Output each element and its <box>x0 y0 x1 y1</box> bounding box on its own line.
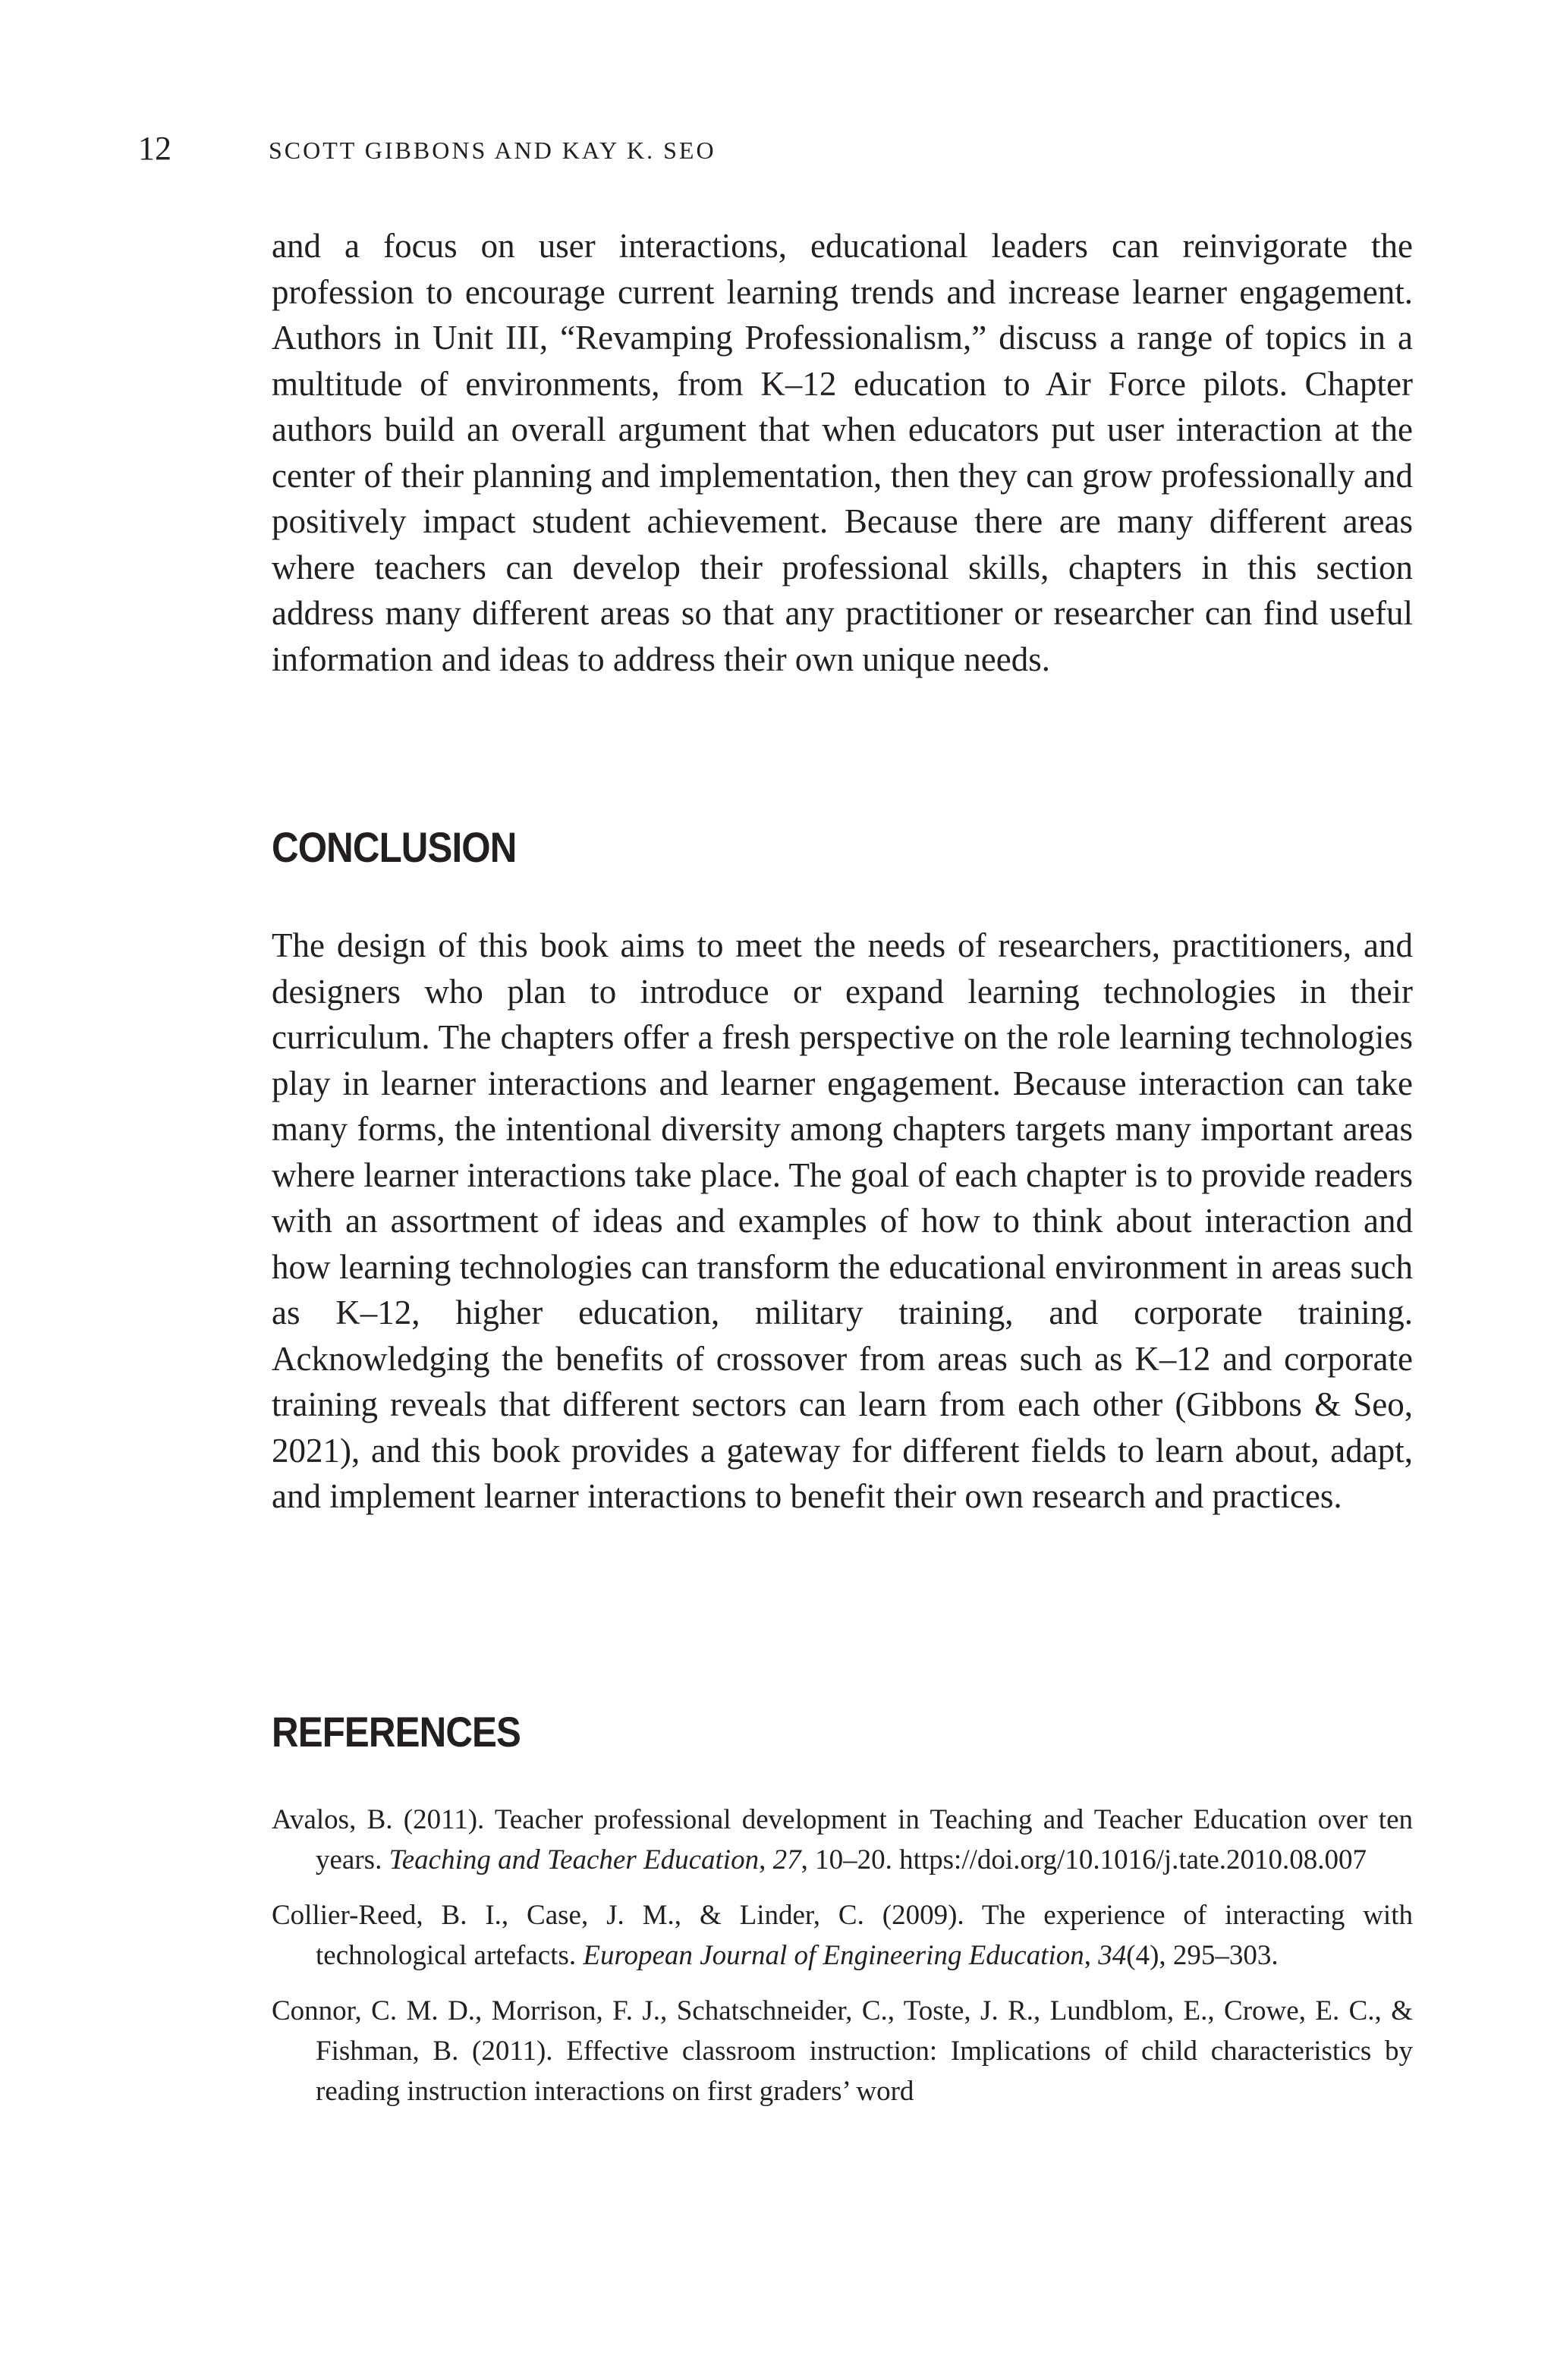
section-heading-references: REFERENCES <box>272 1708 521 1756</box>
conclusion-paragraph: The design of this book aims to meet the needs of researchers, practitioners, and designers who plan to introduce or expand learning technologies in their curriculum. The chapters offer a fresh perspective on the role learning technologies play in learner interactions and learner engagement. Because interaction can take many forms, the intentional diversity among chapters targets many important areas where learner interactions take place. The goal of each chapter is to provide readers with an assortment of ideas and examples of how to think about interaction and how learning technologies can transform the educational environment in areas such as K–12, higher education, military training, and corporate training. Acknowledging the benefits of crossover from areas such as K–12 and corporate training reveals that different sectors can learn from each other (Gibbons & Seo, 2021), and this book provides a gateway for different fields to learn about, adapt, and implement learner interactions to benefit their own research and practices. <box>272 926 1413 1515</box>
reference-separator: , <box>1084 1940 1099 1971</box>
section-heading-conclusion: CONCLUSION <box>272 823 517 871</box>
reference-journal: European Journal of Engineering Education <box>583 1940 1084 1971</box>
reference-pages: , 10–20. https://doi.org/10.1016/j.tate.2010.08.007 <box>801 1844 1367 1875</box>
reference-entry <box>272 1895 1413 1976</box>
reference-volume: 34 <box>1098 1940 1127 1971</box>
reference-entry <box>272 1991 1413 2111</box>
reference-list <box>272 1800 1413 2127</box>
reference-journal: Teaching and Teacher Education <box>388 1844 760 1875</box>
reference-separator: , <box>759 1844 773 1875</box>
body-paragraph: and a focus on user interactions, educational leaders can reinvigorate the profession to encourage current learning trends and increase learner engagement. Authors in Unit III, “Revamping Professionalism,” discuss a range of topics in a multitude of environments, from K–12 education to Air Force pilots. Chapter authors build an overall argument that when educators put user interaction at the center of their planning and implementation, then they can grow professionally and positively impact student achievement. Because there are many different areas where teachers can develop their professional skills, chapters in this section address many different areas so that any practitioner or researcher can find useful information and ideas to address their own unique needs. <box>272 227 1413 678</box>
reference-volume: 27 <box>772 1844 801 1875</box>
reference-pages: (4), 295–303. <box>1126 1940 1279 1971</box>
reference-text: Avalos, B. (2011). Teacher professional development in Teaching and Teacher Education over ten years. <box>272 1804 1413 1875</box>
reference-text: Connor, C. M. D., Morrison, F. J., Schatschneider, C., Toste, J. R., Lundblom, E., Crowe, E. C., & Fishman, B. (2011). Effective classroom instruction: Implications of child characteristics by reading instruction interactions on first graders’ word <box>272 1995 1413 2107</box>
reference-entry <box>272 1800 1413 1880</box>
page-number: 12 <box>138 130 171 167</box>
running-head: SCOTT GIBBONS AND KAY K. SEO <box>269 137 716 164</box>
reference-text: Collier-Reed, B. I., Case, J. M., & Linder, C. (2009). The experience of interacting with technological artefacts. <box>272 1900 1413 1971</box>
